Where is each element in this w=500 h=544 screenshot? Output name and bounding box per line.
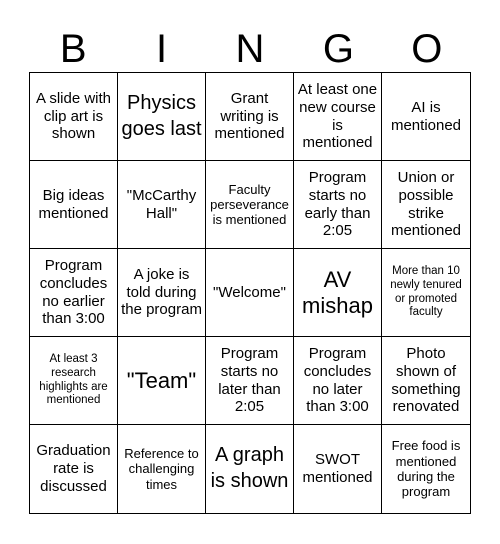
bingo-cell[interactable]: Grant writing is mentioned	[206, 73, 294, 161]
bingo-cell[interactable]: Program concludes no earlier than 3:00	[30, 249, 118, 337]
header-letter-n: N	[235, 26, 265, 71]
bingo-cell[interactable]: Faculty perseverance is mentioned	[206, 161, 294, 249]
bingo-cell[interactable]: A slide with clip art is shown	[30, 73, 118, 161]
bingo-cell[interactable]: AI is mentioned	[382, 73, 470, 161]
bingo-cell[interactable]: Union or possible strike mentioned	[382, 161, 470, 249]
header-letter-b: B	[59, 26, 87, 71]
bingo-cell[interactable]: SWOT mentioned	[294, 425, 382, 513]
header-letter-o: O	[411, 26, 443, 71]
bingo-board	[29, 72, 471, 514]
bingo-cell[interactable]: Program concludes no later than 3:00	[294, 337, 382, 425]
bingo-cell[interactable]: Free food is mentioned during the program	[391, 438, 461, 500]
bingo-header	[29, 26, 471, 72]
bingo-cell[interactable]: Photo shown of something renovated	[382, 337, 470, 425]
bingo-cell[interactable]: At least one new course is mentioned	[294, 73, 382, 161]
header-letter-i: I	[156, 26, 168, 71]
bingo-cell[interactable]: Program starts no early than 2:05	[294, 161, 382, 249]
bingo-cell[interactable]: Physics goes last	[118, 73, 206, 161]
bingo-cell[interactable]: Graduation rate is discussed	[30, 425, 118, 513]
bingo-cell[interactable]: Reference to challenging times	[118, 425, 206, 513]
header-letter-g: G	[322, 26, 354, 71]
bingo-cell[interactable]: Program starts no later than 2:05	[206, 337, 294, 425]
bingo-cell[interactable]: "Welcome"	[206, 249, 294, 337]
bingo-cell[interactable]: A graph is shown	[206, 425, 294, 513]
bingo-cell[interactable]: "McCarthy Hall"	[118, 161, 206, 249]
bingo-cell[interactable]: "Team"	[118, 337, 206, 425]
bingo-cell[interactable]: At least 3 research highlights are mentioned	[30, 337, 118, 425]
bingo-cell[interactable]: More than 10 newly tenured or promoted faculty	[382, 249, 470, 337]
bingo-cell[interactable]: AV mishap	[294, 249, 382, 337]
bingo-cell[interactable]: Big ideas mentioned	[30, 161, 118, 249]
bingo-cell[interactable]: A joke is told during the program	[118, 249, 206, 337]
